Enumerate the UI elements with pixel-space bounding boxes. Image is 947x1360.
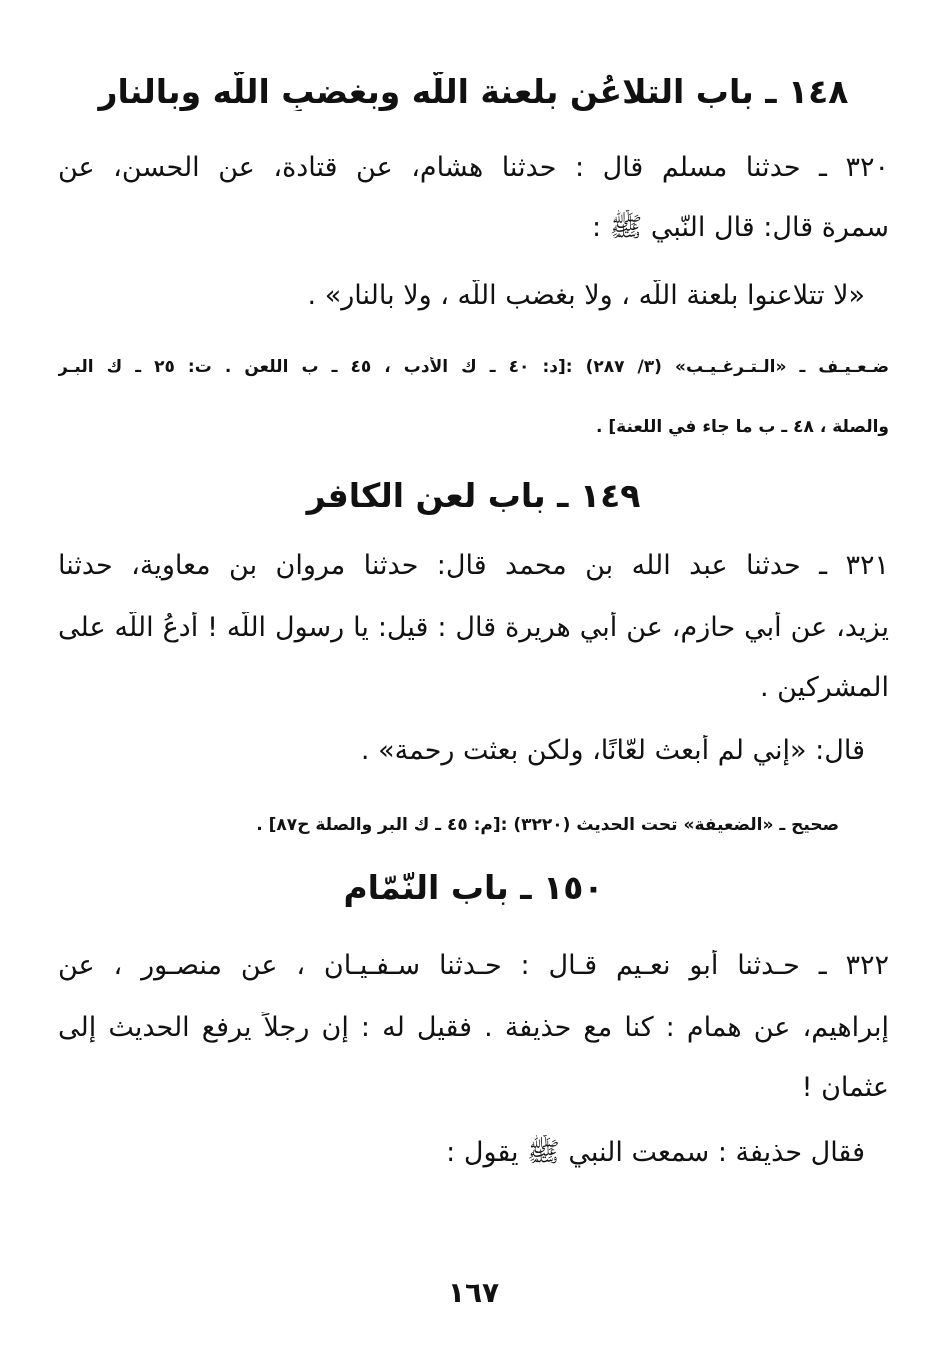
chapter-heading-148: ١٤٨ ـ باب التلاعُن بلعنة اللّه وبغضبِ اللّه وبالنار	[98, 72, 849, 111]
hadith-320-line-2: سمرة قال: قال النّبي ﷺ :	[591, 212, 889, 243]
hadith-322-text: فقال حذيفة : سمعت النبي ﷺ يقول :	[446, 1137, 865, 1168]
grading-note-320-line-2: والصلة ، ٤٨ ـ ب ما جاء في اللعنة] .	[596, 417, 889, 437]
hadith-322-line-1: ٣٢٢ ـ حـدثنا أبو نعـيم قـال : حـدثنا سـفـيـان ، عن منصـور ، عن	[58, 950, 889, 981]
hadith-320-text: «لا تتلاعنوا بلعنة اللّه ، ولا بغضب اللّه ، ولا بالنار» .	[307, 280, 865, 311]
grading-note-321: صحيح ـ «الضعيفة» تحت الحديث (٣٢٢٠) :[م: ٤٥ ـ ك البر والصلة ح٨٧] .	[256, 815, 839, 835]
hadith-320-line-1: ٣٢٠ ـ حدثنا مسلم قال : حدثنا هشام، عن قتادة، عن الحسن، عن	[58, 152, 889, 183]
hadith-321-line-2: يزيد، عن أبي حازم، عن أبي هريرة قال : قيل: يا رسول اللّه ! أُدعُ اللّه على	[58, 612, 889, 643]
hadith-321-line-1: ٣٢١ ـ حدثنا عبد الله بن محمد قال: حدثنا مروان بن معاوية، حدثنا	[58, 550, 889, 581]
chapter-heading-149: ١٤٩ ـ باب لعن الكافر	[306, 476, 641, 515]
page-number: ١٦٧	[447, 1276, 500, 1309]
chapter-heading-150: ١٥٠ ـ باب النّمّام	[343, 868, 604, 907]
hadith-321-line-3: المشركين .	[759, 672, 889, 703]
hadith-322-line-3: عثمان !	[801, 1072, 889, 1103]
hadith-322-line-2: إبراهيم، عن همام : كنا مع حذيفة . فقيل له : إن رجلاً يرفع الحديث إلى	[58, 1012, 889, 1043]
hadith-321-text: قال: «إني لم أُبعث لعّانًا، ولكن بعثت رحمة» .	[360, 735, 865, 766]
grading-note-320-line-1: ضـعـيـف ـ «الـتـرغـيـب» (٣/ ٢٨٧) :[د: ٤٠ ـ ك الأدب ، ٤٥ ـ ب اللعن . ت: ٢٥ ـ ك البـر	[58, 357, 889, 377]
